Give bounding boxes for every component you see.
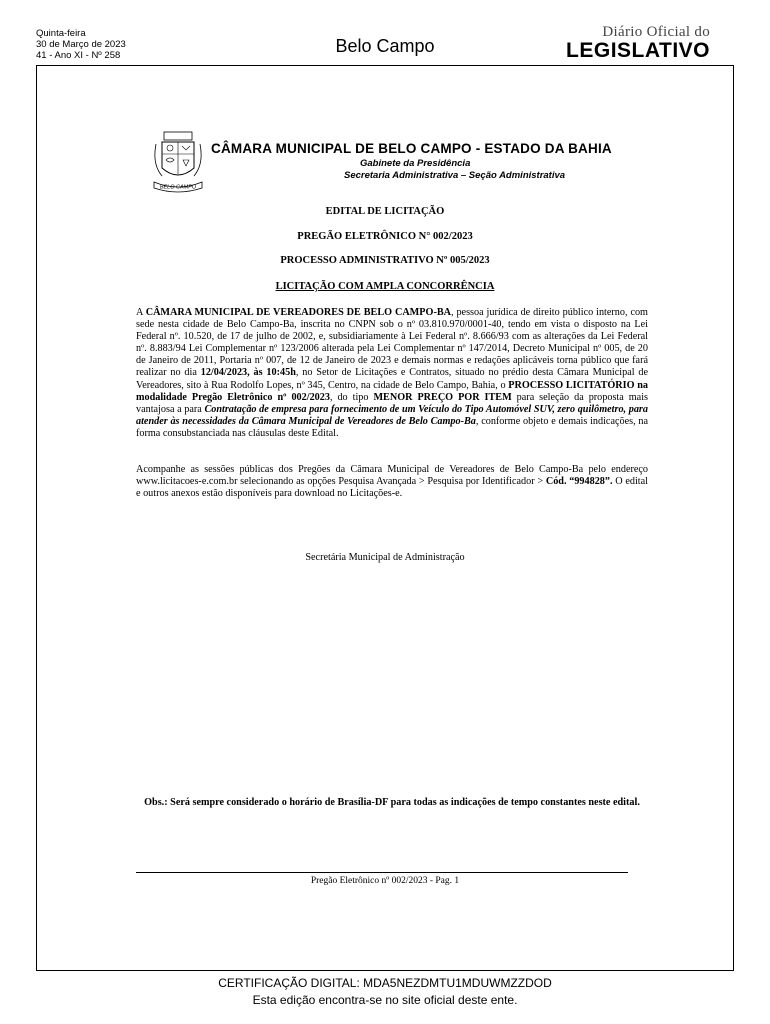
text-run: A <box>136 307 146 318</box>
gazette-subtitle: Diário Oficial do <box>602 24 710 40</box>
text-run: , no Setor de Licitações e Contratos, situado no prédio desta Câmara Municipal de Vereadores, sito à Rua Rodolfo Lopes, nº 345, Centro, na cidade de Belo Campo, Bahia, o <box>136 367 649 391</box>
page-frame <box>36 65 734 971</box>
notice-paragraph <box>136 307 648 440</box>
text-run: Acompanhe as sessões públicas dos Pregões da Câmara Municipal de Vereadores de Belo Campo-Ba pelo endereço www.licitacoes-e.com.br selecionando as opções Pesquisa Avançada > Pesquisa por Identificador > <box>136 464 648 488</box>
chamber-title: CÂMARA MUNICIPAL DE BELO CAMPO - ESTADO DA BAHIA <box>211 141 612 156</box>
chamber-section: Secretaria Administrativa – Seção Administrativa <box>344 170 566 181</box>
digital-certification: CERTIFICAÇÃO DIGITAL: MDA5NEZDMTU1MDUWMZZDOD <box>218 976 552 990</box>
object-description: Contratação de empresa para fornecimento de um Veículo do Tipo Automóvel SUV, zero quilômetro, para atender às necessidades da Câmara Municipal de Vereadores de Belo Campo-Ba <box>136 403 648 427</box>
publication-date: 30 de Março de 2023 <box>36 39 126 50</box>
heading-licitacao: LICITAÇÃO COM AMPLA CONCORRÊNCIA <box>275 281 495 292</box>
sessions-paragraph <box>136 464 648 500</box>
text-run-bold: MENOR PREÇO POR ITEM <box>373 391 512 403</box>
heading-processo: PROCESSO ADMINISTRATIVO Nº 005/2023 <box>280 255 490 266</box>
page-footer: Pregão Eletrônico nº 002/2023 - Pag. 1 <box>310 876 460 886</box>
identifier-code: Cód. “994828”. <box>545 476 613 488</box>
heading-edital: EDITAL DE LICITAÇÃO <box>325 206 445 217</box>
footer-divider <box>136 872 628 873</box>
gazette-masthead <box>566 24 710 61</box>
text-run: O edital e outros anexos estão disponíveis para download no Licitações-e. <box>136 476 648 500</box>
heading-pregao: PREGÃO ELETRÔNICO N° 002/2023 <box>297 231 473 242</box>
municipal-seal-icon <box>152 130 204 196</box>
city-name: Belo Campo <box>335 36 435 56</box>
session-datetime: 12/04/2023, às 10:45h <box>200 367 296 379</box>
text-run: , conforme objeto e demais indicações, na forma consubstanciada nas cláusulas deste Edital. <box>136 415 648 439</box>
gazette-title: LEGISLATIVO <box>566 39 710 62</box>
signatory: Secretária Municipal de Administração <box>305 552 465 563</box>
certification-note: Esta edição encontra-se no site oficial deste ente. <box>252 993 518 1007</box>
text-run: para seleção da proposta mais vantajosa a para <box>136 391 648 415</box>
seal-text: BELO CAMPO <box>159 184 197 191</box>
edition-number: 41 - Ano XI - Nº 258 <box>36 50 121 61</box>
text-run: , do tipo <box>329 391 374 403</box>
timezone-note: Obs.: Será sempre considerado o horário de Brasília-DF para todas as indicações de tempo constantes neste edital. <box>144 797 640 808</box>
text-run-bold: CÂMARA MUNICIPAL DE VEREADORES DE BELO CAMPO-BA <box>145 307 451 318</box>
weekday: Quinta-feira <box>36 28 86 39</box>
text-run-bold: PROCESSO LICITATÓRIO na modalidade Pregão Eletrônico nº 002/2023 <box>136 379 649 403</box>
chamber-office: Gabinete da Presidência <box>360 158 471 169</box>
text-run: , pessoa jurídica de direito público interno, com sede nesta cidade de Belo Campo-Ba, inscrita no CNPN sob o nº 03.810.970/0001-40, tendo em vista o disposto na Lei Federal nº. 10.520, de 17 de julho de 2002, e, subsidiariamente à Lei Federal nº. 8.666/93 com as alterações da Lei Federal nº. 8.883/94 Lei Complementar nº 123/2006 alterada pela Lei Complementar nº 147/2014, Decreto Municipal nº 005, de 20 de Janeiro de 2011, Portaria nº 007, de 12 de Janeiro de 2023 e demais normas e redações aplicáveis torna público que fará realizar no dia <box>136 307 648 379</box>
